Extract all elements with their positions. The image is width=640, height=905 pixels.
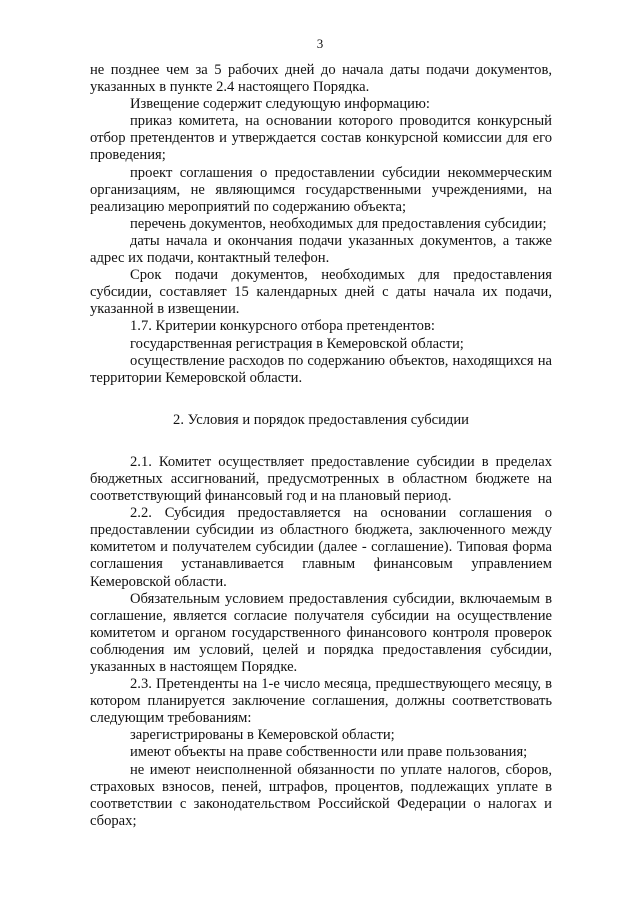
paragraphs-before-heading: [90, 62, 552, 387]
paragraph: осуществление расходов по содержанию объектов, находящихся на территории Кемеровской области.: [90, 352, 552, 386]
document-body: [90, 62, 552, 830]
paragraphs-after-heading: [90, 454, 552, 830]
section-heading: 2. Условия и порядок предоставления субсидии: [173, 411, 469, 428]
paragraph: государственная регистрация в Кемеровской области;: [130, 335, 464, 352]
paragraph: 2.2. Субсидия предоставляется на основании соглашения о предоставлении субсидии из областного бюджета, заключенного между комитетом и получателем субсидии (далее - соглашение). Типовая форма соглашения устанавливается главным финансовым управлением Кемеровской области.: [90, 505, 552, 590]
paragraph: 2.3. Претенденты на 1-е число месяца, предшествующего месяцу, в котором планируется заключение соглашения, должны соответствовать следующим требованиям:: [90, 676, 552, 727]
paragraph: имеют объекты на праве собственности или праве пользования;: [130, 744, 528, 761]
paragraph: даты начала и окончания подачи указанных документов, а также адрес их подачи, контактный телефон.: [90, 232, 552, 267]
page-number: 3: [316, 36, 324, 51]
paragraph: не имеют неисполненной обязанности по уплате налогов, сборов, страховых взносов, пеней, штрафов, процентов, подлежащих уплате в соответствии с законодательством Российской Федерации о налогах и сборах;: [90, 761, 552, 829]
paragraph: Обязательным условием предоставления субсидии, включаемым в соглашение, является согласие получателя субсидии на осуществление комитетом и органом государственного финансового контроля проверок соблюдения им условий, целей и порядка предоставления субсидии, указанных в настоящем Порядке.: [90, 590, 552, 675]
paragraph: Извещение содержит следующую информацию:: [130, 96, 430, 113]
paragraph: 1.7. Критерии конкурсного отбора претендентов:: [130, 318, 435, 335]
paragraph: проект соглашения о предоставлении субсидии некоммерческим организациям, не являющимся государственными учреждениями, на реализацию мероприятий по содержанию объекта;: [90, 164, 552, 215]
paragraph: зарегистрированы в Кемеровской области;: [130, 727, 395, 744]
paragraph: приказ комитета, на основании которого проводится конкурсный отбор претендентов и утверждается состав конкурсной комиссии для его проведения;: [90, 113, 552, 164]
paragraph: перечень документов, необходимых для предоставления субсидии;: [130, 215, 547, 232]
paragraph: 2.1. Комитет осуществляет предоставление субсидии в пределах бюджетных ассигнований, предусмотренных в областном бюджете на соответствующий финансовый год и на плановый период.: [90, 453, 552, 505]
paragraph: не позднее чем за 5 рабочих дней до начала даты подачи документов, указанных в пункте 2.4 настоящего Порядка.: [90, 62, 552, 96]
paragraph: Срок подачи документов, необходимых для предоставления субсидии, составляет 15 календарных дней с даты начала их подачи, указанной в извещении.: [90, 267, 552, 318]
